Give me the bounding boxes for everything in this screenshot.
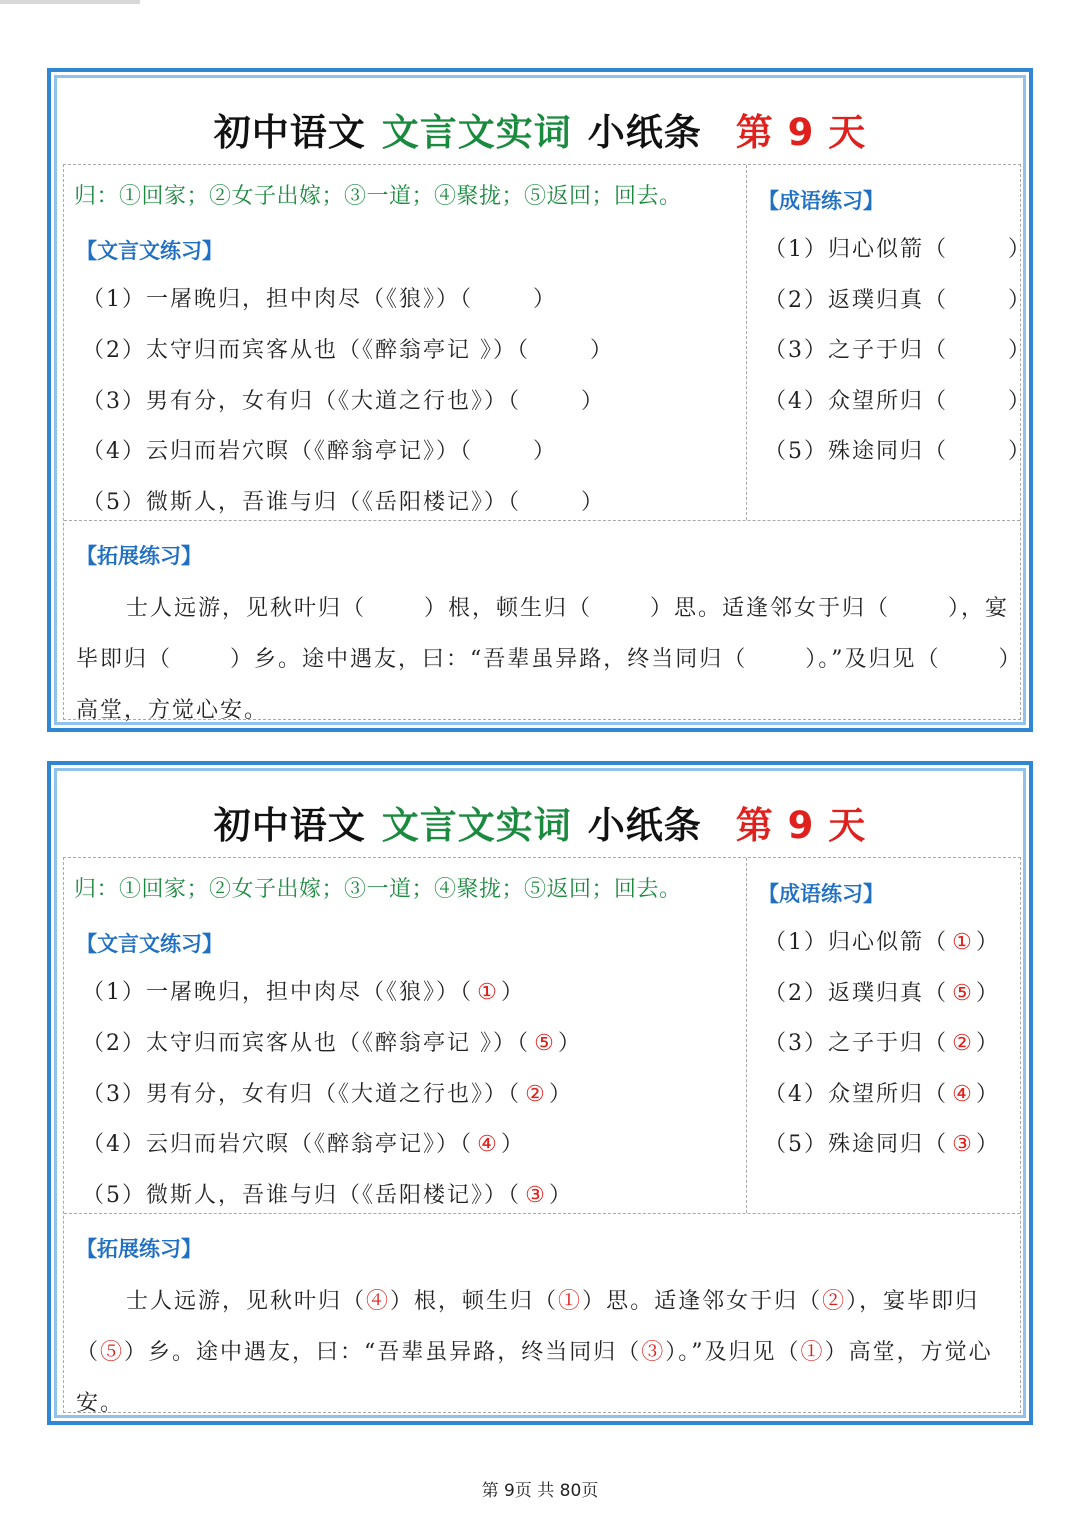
answer-card <box>47 761 1033 1425</box>
title-type: 小纸条 <box>587 804 702 847</box>
chengyu-heading: 【成语练习】 <box>758 189 884 213</box>
answer-mark: ① <box>558 1289 583 1314</box>
chengyu-item: （5）殊途同归（ ） <box>764 439 1033 464</box>
definition-line: 归：①回家；②女子出嫁；③一道；④聚拢；⑤返回；回去。 <box>74 184 682 209</box>
wenyan-item: （5）微斯人，吾谁与归（《岳阳楼记》）（ ③ ） <box>82 1183 574 1208</box>
answer-mark: ② <box>822 1289 847 1314</box>
wenyan-item: （3）男有分，女有归（《大道之行也》）（ ② ） <box>82 1082 574 1107</box>
chengyu-item: （2）返璞归真（ ⑤ ） <box>764 981 1001 1006</box>
chengyu-item: （1）归心似箭（ ① ） <box>764 930 1001 955</box>
page-footer: 第 9页 共 80页 <box>481 1481 599 1501</box>
chengyu-item: （2）返璞归真（ ） <box>764 288 1033 313</box>
wenyan-item: （4）云归而岩穴暝（《醉翁亭记》）（ ④ ） <box>82 1132 526 1157</box>
answer-mark: ⑤ <box>100 1340 125 1365</box>
tuozhan-heading: 【拓展练习】 <box>76 544 202 568</box>
chengyu-item: （3）之子于归（ ） <box>764 338 1033 363</box>
wenyan-item: （2）太守归而宾客从也（《醉翁亭记 》）（ ⑤ ） <box>82 1031 583 1056</box>
chengyu-item: （1）归心似箭（ ） <box>764 237 1033 262</box>
tuozhan-paragraph: 士人远游，见秋叶归（④）根，顿生归（①）思。适逢邻女于归（②），宴毕即归（⑤）乡。途中遇友，曰：“吾辈虽异路，终当同归（③）。”及归见（①）高堂，方觉心安。 <box>76 1289 993 1416</box>
answer-mark: ③ <box>525 1183 545 1208</box>
title-subject: 初中语文 <box>213 111 366 154</box>
answer-mark: ① <box>477 980 497 1005</box>
tuozhan-heading: 【拓展练习】 <box>76 1237 202 1261</box>
title-subject: 初中语文 <box>213 804 366 847</box>
tuozhan-paragraph: 士人远游，见秋叶归（ ）根，顿生归（ ）思。适逢邻女于归（ ），宴毕即归（ ）乡。途中遇友，曰：“吾辈虽异路，终当同归（ ）。”及归见（ ）高堂，方觉心安。 <box>76 596 1012 723</box>
wenyan-item: （1）一屠晚归，担中肉尽（《狼》）（ ① ） <box>82 980 526 1005</box>
section-divider <box>64 1213 1020 1214</box>
title-day: 第 9 天 <box>735 804 867 847</box>
column-divider <box>746 858 747 1213</box>
chengyu-item: （3）之子于归（ ② ） <box>764 1031 1001 1056</box>
chengyu-item: （4）众望所归（ ） <box>764 389 1033 414</box>
answer-mark: ④ <box>477 1132 497 1157</box>
wenyan-item: （3）男有分，女有归（《大道之行也》）（ ） <box>82 389 606 414</box>
answer-mark: ③ <box>952 1132 972 1157</box>
title-type: 小纸条 <box>587 111 702 154</box>
title-topic: 文言文实词 <box>381 111 572 154</box>
chengyu-heading: 【成语练习】 <box>758 882 884 906</box>
wenyan-item: （2）太守归而宾客从也（《醉翁亭记 》）（ ） <box>82 338 615 363</box>
content-grid <box>63 164 1033 723</box>
chengyu-item: （4）众望所归（ ④ ） <box>764 1082 1001 1107</box>
column-divider <box>746 165 747 520</box>
answer-mark: ④ <box>952 1082 972 1107</box>
card-title <box>51 102 1029 158</box>
wenyan-item: （1）一屠晚归，担中肉尽（《狼》）（ ） <box>82 287 558 312</box>
wenyan-item: （4）云归而岩穴暝（《醉翁亭记》）（ ） <box>82 439 558 464</box>
answer-mark: ③ <box>641 1340 666 1365</box>
title-day: 第 9 天 <box>735 111 867 154</box>
answer-mark: ① <box>800 1340 825 1365</box>
definition-line: 归：①回家；②女子出嫁；③一道；④聚拢；⑤返回；回去。 <box>74 877 682 902</box>
card-title <box>51 795 1029 851</box>
wenyan-item: （5）微斯人，吾谁与归（《岳阳楼记》）（ ） <box>82 490 606 515</box>
answer-mark: ① <box>952 930 972 955</box>
title-topic: 文言文实词 <box>381 804 572 847</box>
answer-mark: ④ <box>366 1289 391 1314</box>
top-edge-mark <box>0 0 140 4</box>
chengyu-item: （5）殊途同归（ ③ ） <box>764 1132 1001 1157</box>
answer-mark: ⑤ <box>534 1031 554 1056</box>
wenyan-heading: 【文言文练习】 <box>76 932 223 956</box>
answer-mark: ⑤ <box>952 981 972 1006</box>
exercise-card <box>47 68 1033 732</box>
answer-mark: ② <box>952 1031 972 1056</box>
content-grid <box>63 857 1021 1416</box>
answer-mark: ② <box>525 1082 545 1107</box>
wenyan-heading: 【文言文练习】 <box>76 239 223 263</box>
section-divider <box>64 520 1020 521</box>
